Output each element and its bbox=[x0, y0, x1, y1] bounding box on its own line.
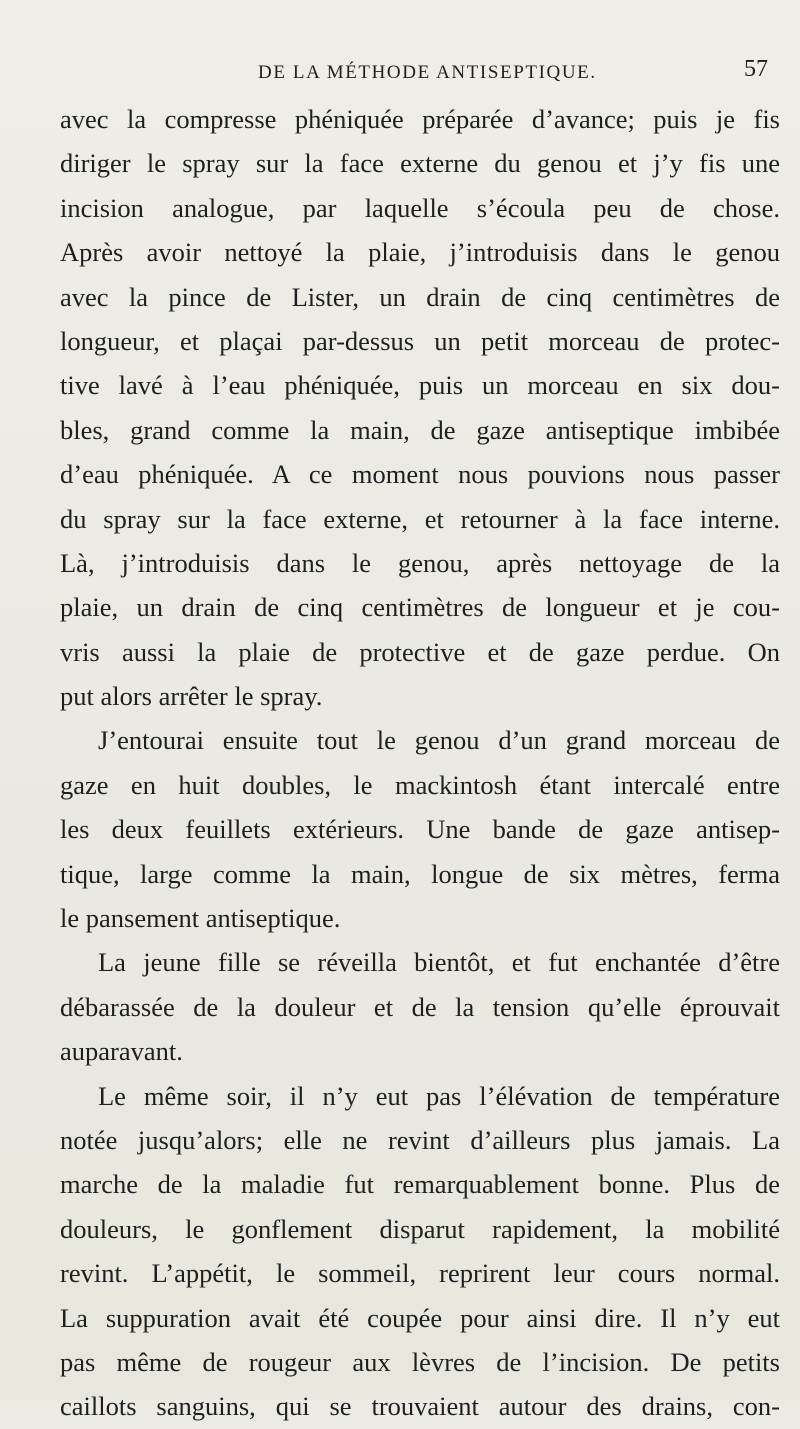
text-line: put alors arrêter le spray. bbox=[60, 681, 323, 712]
text-line: La suppuration avait été coupée pour ainsi dire. Il n’y eut bbox=[60, 1302, 780, 1333]
text-line: gaze en huit doubles, le mackintosh étant intercalé entre bbox=[60, 769, 780, 800]
text-line: du spray sur la face externe, et retourner à la face interne. bbox=[60, 503, 780, 534]
text-line: caillots sanguins, qui se trouvaient autour des drains, con- bbox=[60, 1391, 780, 1422]
running-title: DE LA MÉTHODE ANTISEPTIQUE. bbox=[258, 62, 597, 83]
text-line: Après avoir nettoyé la plaie, j’introduisis dans le genou bbox=[60, 237, 780, 268]
text-line: auparavant. bbox=[60, 1036, 183, 1067]
text-line: incision analogue, par laquelle s’écoula peu de chose. bbox=[60, 192, 780, 223]
text-line: pas même de rougeur aux lèvres de l’incision. De petits bbox=[60, 1346, 780, 1377]
body-text bbox=[60, 97, 780, 1429]
text-line: J’entourai ensuite tout le genou d’un grand morceau de bbox=[98, 725, 780, 756]
running-head bbox=[0, 56, 800, 92]
text-line: d’eau phéniquée. A ce moment nous pouvions nous passer bbox=[60, 459, 780, 490]
text-line: plaie, un drain de cinq centimètres de longueur et je cou- bbox=[60, 592, 780, 623]
text-line: diriger le spray sur la face externe du genou et j’y fis une bbox=[60, 148, 780, 179]
text-line: La jeune fille se réveilla bientôt, et fut enchantée d’être bbox=[98, 947, 780, 978]
text-line: les deux feuillets extérieurs. Une bande de gaze antisep- bbox=[60, 814, 780, 845]
page-number: 57 bbox=[744, 56, 768, 82]
text-line: débarassée de la douleur et de la tension qu’elle éprouvait bbox=[60, 991, 780, 1022]
text-line: notée jusqu’alors; elle ne revint d’ailleurs plus jamais. La bbox=[60, 1124, 780, 1155]
text-line: tique, large comme la main, longue de six mètres, ferma bbox=[60, 858, 780, 889]
text-line: bles, grand comme la main, de gaze antiseptique imbibée bbox=[60, 414, 780, 445]
text-line: Le même soir, il n’y eut pas l’élévation de température bbox=[98, 1080, 780, 1111]
text-line: Là, j’introduisis dans le genou, après nettoyage de la bbox=[60, 547, 780, 578]
text-line: tive lavé à l’eau phéniquée, puis un morceau en six dou- bbox=[60, 370, 780, 401]
text-line: le pansement antiseptique. bbox=[60, 903, 341, 934]
text-line: vris aussi la plaie de protective et de gaze perdue. On bbox=[60, 636, 780, 667]
text-line: longueur, et plaçai par-dessus un petit morceau de protec- bbox=[60, 325, 780, 356]
text-line: douleurs, le gonflement disparut rapidement, la mobilité bbox=[60, 1213, 780, 1244]
text-line: avec la compresse phéniquée préparée d’avance; puis je fis bbox=[60, 104, 780, 134]
text-line: revint. L’appétit, le sommeil, reprirent leur cours normal. bbox=[60, 1258, 780, 1289]
text-line: avec la pince de Lister, un drain de cinq centimètres de bbox=[60, 281, 780, 312]
text-line: marche de la maladie fut remarquablement bonne. Plus de bbox=[60, 1169, 780, 1200]
